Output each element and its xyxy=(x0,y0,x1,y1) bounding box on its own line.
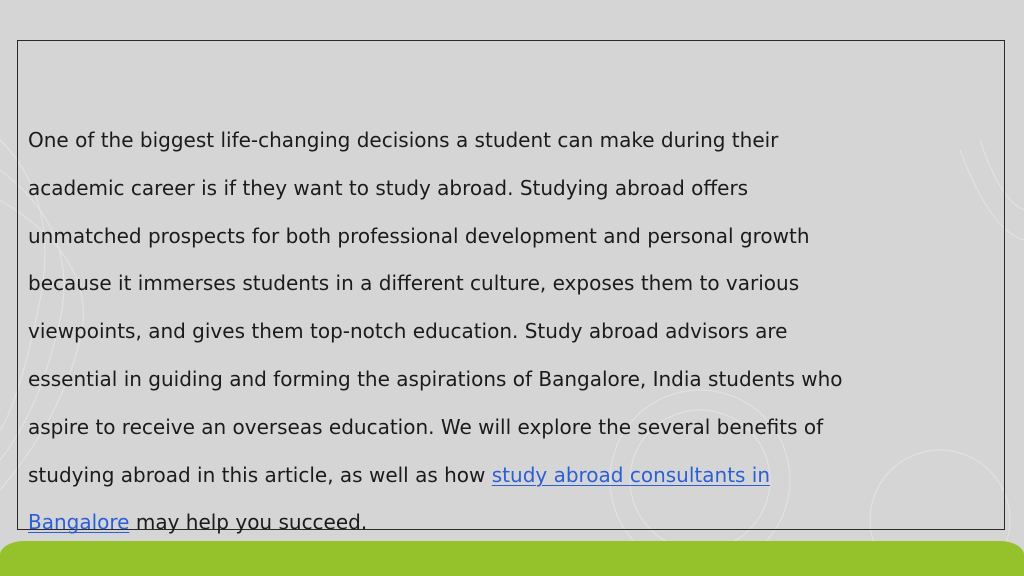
paragraph-text: studying abroad in this article, as well as how xyxy=(28,462,492,487)
content-frame xyxy=(17,40,1005,535)
paragraph-line: viewpoints, and gives them top-notch education. Study abroad advisors are xyxy=(28,319,788,344)
paragraph-line-with-link xyxy=(28,452,998,500)
footer-accent-bar xyxy=(0,541,1024,576)
paragraph-text: may help you succeed. xyxy=(129,510,368,535)
paragraph-line-with-link xyxy=(28,499,998,547)
paragraph-line: unmatched prospects for both professional development and personal growth xyxy=(28,223,810,248)
paragraph-line: essential in guiding and forming the aspirations of Bangalore, India students who xyxy=(28,366,843,391)
paragraph-line: because it immerses students in a different culture, exposes them to various xyxy=(28,271,800,296)
paragraph-line: One of the biggest life-changing decisions a student can make during their xyxy=(28,128,779,152)
consultants-link[interactable]: study abroad consultants in xyxy=(491,462,771,487)
paragraph-line: aspire to receive an overseas education. We will explore the several benefits of xyxy=(28,414,824,439)
consultants-link-continuation[interactable]: Bangalore xyxy=(28,510,130,535)
paragraph-line: academic career is if they want to study abroad. Studying abroad offers xyxy=(28,175,749,200)
article-paragraph xyxy=(28,117,998,547)
